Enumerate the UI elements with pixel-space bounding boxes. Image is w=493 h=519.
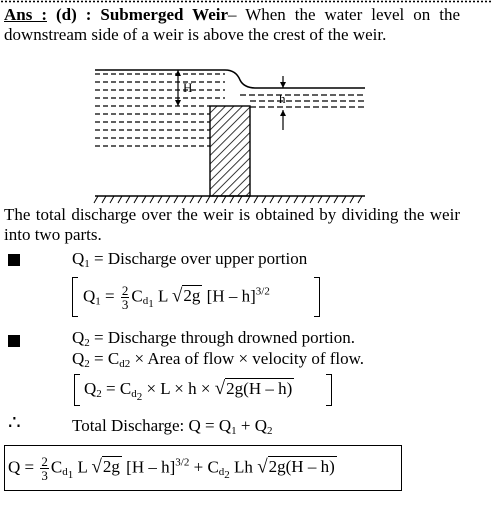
q2-formula-left-bracket [74, 374, 80, 406]
total-discharge: Total Discharge: $Q = Q_1 + Q_2$ [72, 416, 273, 437]
depth-h-label: h [279, 91, 286, 106]
ground-hatch [94, 196, 362, 203]
answer-prefix: Ans : [4, 5, 47, 24]
q2-definition: $Q_2$ = Discharge through drowned portion. [72, 328, 355, 349]
final-formula: Q = $\frac{2}{3}$ $C_{d_1}$ L √2g $[H - h]^{3/2} + C_{d_2}$ Lh √2g(H – h) [8, 454, 335, 483]
q2-definition-2: $Q_2 = C_{d2}$ × Area of flow × velocity of flow. [72, 349, 365, 370]
answer-intro-text: – When the water level on the downstream side of a weir is above the crest of the weir. [4, 5, 460, 44]
head-H-label: H [183, 80, 193, 95]
downstream-water [240, 95, 365, 107]
q1-formula-left-bracket [72, 277, 78, 317]
q2-formula: $Q_2 = C_{d_2} \times L \times h \times √2g(H - h)$ [84, 378, 293, 403]
answer-option: (d) : Submerged Weir [55, 5, 229, 24]
q1-definition: $Q_1$ = Discharge over upper portion [72, 249, 308, 270]
upstream-water [95, 74, 225, 146]
explanation-text: The total discharge over the weir is obtained by dividing the weir into two parts. [4, 205, 460, 244]
submerged-weir-diagram [0, 0, 493, 210]
bullet-q2 [8, 335, 20, 347]
water-surface [95, 70, 365, 88]
q1-formula: $Q_1$ = $\frac{2}{3}$ $C_{d_1}$ L √2g [H – h]$^{3/2}$ [83, 283, 270, 312]
q2-formula-right-bracket [326, 374, 332, 406]
q1-formula-right-bracket [314, 277, 320, 317]
therefore-symbol: ∴ [8, 412, 21, 434]
bullet-q1 [8, 254, 20, 266]
weir-wall [210, 106, 250, 196]
depth-h-bottom-arrow [280, 110, 286, 116]
depth-h-top-arrow [280, 82, 286, 88]
